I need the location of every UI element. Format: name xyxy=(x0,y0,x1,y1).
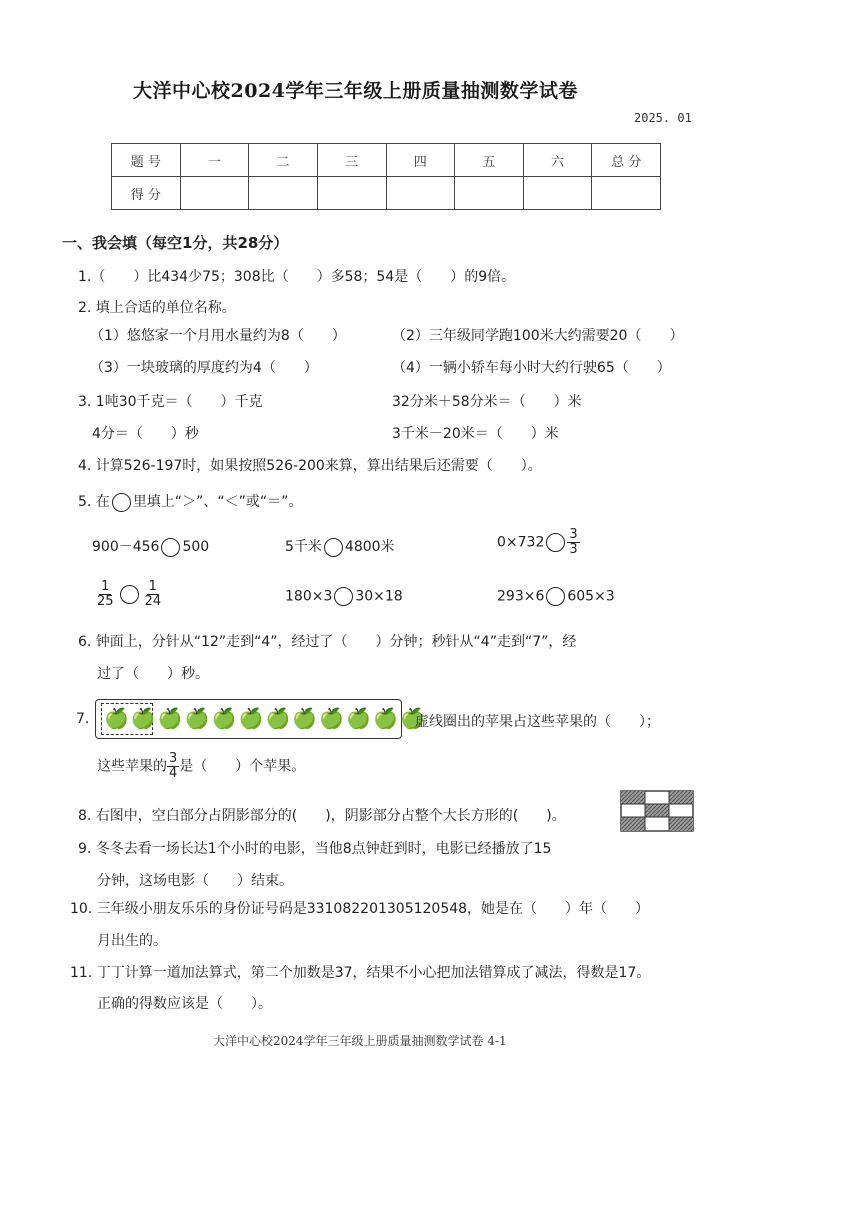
shaded-cell xyxy=(621,791,645,804)
compare-circle-icon[interactable] xyxy=(120,585,139,604)
compare-circle-icon[interactable] xyxy=(546,533,565,552)
compare-5 xyxy=(285,587,403,606)
compare-right: 605×3 xyxy=(567,588,615,605)
score-blank[interactable] xyxy=(317,177,386,210)
question-8: 8. 右图中，空白部分占阴影部分的( )，阴影部分占整个大长方形的( )。 xyxy=(78,808,566,824)
question-11-line2: 正确的得数应该是（ ）。 xyxy=(97,996,272,1012)
section-heading: 一、我会填（每空1分，共28分） xyxy=(62,234,289,252)
question-1: 1.（ ）比434少75；308比（ ）多58；54是（ ）的9倍。 xyxy=(78,269,516,285)
compare-right: 30×18 xyxy=(355,588,403,605)
compare-1 xyxy=(92,536,209,557)
question-2: 2. 填上合适的单位名称。 xyxy=(78,300,236,316)
question-11-line1: 11. 丁丁计算一道加法算式，第二个加数是37，结果不小心把加法错算成了减法，得数是17。 xyxy=(70,965,651,981)
apple-icon: 🍏 xyxy=(130,706,156,730)
fraction: $\frac{3}{3}$ xyxy=(569,527,578,557)
compare-circle-icon[interactable] xyxy=(161,538,180,557)
compare-2 xyxy=(285,536,395,557)
compare-circle-icon xyxy=(112,493,131,512)
question-7-line2: 这些苹果的 $\frac{3}{4}$ 是（ ）个苹果。 xyxy=(97,751,306,781)
score-cell-5: 五 xyxy=(455,144,524,177)
score-cell-1: 一 xyxy=(180,144,249,177)
score-row-label: 得 分 xyxy=(112,177,181,210)
compare-circle-icon[interactable] xyxy=(324,538,343,557)
score-cell-6: 六 xyxy=(523,144,592,177)
apple-icon: 🍏 xyxy=(211,706,237,730)
exam-date: 2025. 01 xyxy=(634,111,692,125)
shaded-cell xyxy=(621,817,645,831)
apple-icon: 🍏 xyxy=(399,706,425,730)
apple-icon: 🍏 xyxy=(292,706,318,730)
question-3d: 3千米－20米＝（ ）米 xyxy=(392,426,559,442)
compare-6 xyxy=(497,587,615,606)
apple-icon: 🍏 xyxy=(373,706,398,730)
q5-prefix: 5. 在 xyxy=(78,494,110,510)
fraction: $\frac{1}{25}$ xyxy=(97,579,114,609)
compare-right: 4800米 xyxy=(344,539,395,555)
shaded-rectangle-figure xyxy=(620,790,694,832)
apple-icon: 🍏 xyxy=(346,706,372,730)
shaded-cell xyxy=(669,791,693,804)
q5-suffix: 里填上“＞”、“＜”或“＝”。 xyxy=(132,494,303,510)
apple-icon: 🍏 xyxy=(104,706,129,730)
compare-4 xyxy=(97,580,161,609)
score-blank[interactable] xyxy=(180,177,249,210)
question-9-line2: 分钟，这场电影（ ）结束。 xyxy=(97,873,293,889)
question-7-number: 7. xyxy=(76,711,90,727)
compare-left: 900－456 xyxy=(92,539,160,555)
compare-left: 0×732 xyxy=(497,534,545,551)
question-5 xyxy=(78,491,302,512)
apple-row xyxy=(104,707,427,729)
shaded-cell xyxy=(669,817,693,831)
compare-3 xyxy=(497,528,580,557)
apple-icon: 🍏 xyxy=(184,706,210,730)
question-2a: （1）悠悠家一个月用水量约为8（ ） xyxy=(90,328,346,344)
score-cell-total: 总 分 xyxy=(592,144,661,177)
apple-icon: 🍏 xyxy=(157,706,183,730)
shaded-cell xyxy=(645,804,669,817)
score-cell-4: 四 xyxy=(386,144,455,177)
question-6-line1: 6. 钟面上，分针从“12”走到“4”，经过了（ ）分钟；秒针从“4”走到“7”，经 xyxy=(78,634,577,650)
compare-circle-icon[interactable] xyxy=(546,587,565,606)
exam-title: 大洋中心校2024学年三年级上册质量抽测数学试卷 xyxy=(133,80,578,102)
question-3c: 4分＝（ ）秒 xyxy=(92,426,199,442)
page-footer: 大洋中心校2024学年三年级上册质量抽测数学试卷 4-1 xyxy=(213,1034,507,1048)
question-10-line2: 月出生的。 xyxy=(97,933,167,949)
apple-icon: 🍏 xyxy=(238,706,264,730)
question-7-text: 虚线圈出的苹果占这些苹果的（ ）； xyxy=(415,714,660,730)
question-2d: （4）一辆小轿车每小时大约行驶65（ ） xyxy=(392,360,671,376)
score-blank[interactable] xyxy=(249,177,318,210)
question-9-line1: 9. 冬冬去看一场长达1个小时的电影，当他8点钟赶到时，电影已经播放了15 xyxy=(78,841,552,857)
score-cell-3: 三 xyxy=(317,144,386,177)
compare-right: 500 xyxy=(182,539,210,555)
score-value-row xyxy=(112,177,661,210)
score-blank[interactable] xyxy=(386,177,455,210)
question-6-line2: 过了（ ）秒。 xyxy=(97,666,209,682)
score-cell-label: 题 号 xyxy=(112,144,181,177)
apple-icon: 🍏 xyxy=(265,706,291,730)
compare-left: 180×3 xyxy=(285,588,333,605)
compare-left: 293×6 xyxy=(497,588,545,605)
compare-left: 5千米 xyxy=(285,539,322,555)
question-3a: 3. 1吨30千克＝（ ）千克 xyxy=(78,394,263,410)
apple-icon: 🍏 xyxy=(319,706,345,730)
compare-circle-icon[interactable] xyxy=(334,587,353,606)
score-header-row xyxy=(112,144,661,177)
question-10-line1: 10. 三年级小朋友乐乐的身份证号码是331082201305120548，她是在（ ）年（ ） xyxy=(70,901,650,917)
score-cell-2: 二 xyxy=(249,144,318,177)
question-4: 4. 计算526-197时，如果按照526-200来算，算出结果后还需要（ ）。 xyxy=(78,458,542,474)
question-2c: （3）一块玻璃的厚度约为4（ ） xyxy=(90,360,318,376)
fraction: $\frac{1}{24}$ xyxy=(144,579,162,609)
question-2b: （2）三年级同学跑100米大约需要20（ ） xyxy=(392,328,684,344)
fraction: $\frac{3}{4}$ xyxy=(169,751,178,781)
score-blank[interactable] xyxy=(592,177,661,210)
question-3b: 32分米＋58分米＝（ ）米 xyxy=(392,394,582,410)
score-blank[interactable] xyxy=(523,177,592,210)
score-blank[interactable] xyxy=(455,177,524,210)
score-table xyxy=(111,143,661,210)
